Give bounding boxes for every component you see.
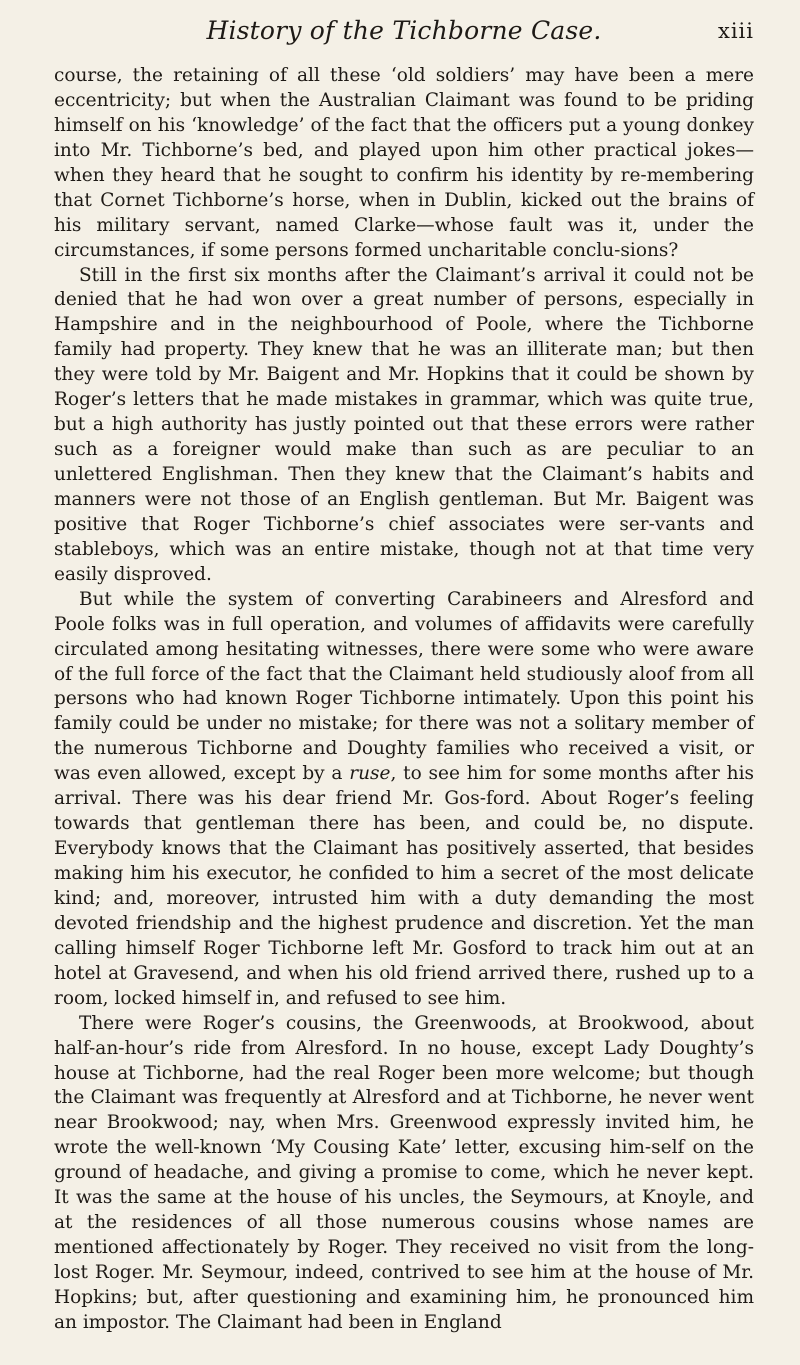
running-title: History of the Tichborne Case. [206,16,602,45]
paragraph-continued: course, the retaining of all these ‘old soldiers’ may have been a mere eccentricity; but when the Australian Claimant was found to be priding himself on his ‘knowledge’ of the fact that the officers put a young donkey into Mr. Tichborne’s bed, and played upon him other practical jokes—when they heard that he sought to confirm his identity by re-membering that Cornet Tichborne’s horse, when in Dublin, kicked out the brains of his military servant, named Clarke—whose fault was it, under the circumstances, if some persons formed uncharitable conclu-sions? [54,65,754,261]
paragraph: Still in the first six months after the Claimant’s arrival it could not be denied that he had won over a great number of persons, especially in Hampshire and in the neighbourhood of Poole, where the Tichborne family had property. They knew that he was an illiterate man; but then they were told by Mr. Baigent and Mr. Hopkins that it could be shown by Roger’s letters that he made mistakes in grammar, which was quite true, but a high authority has justly pointed out that these errors were rather such as a foreigner would make than such as are peculiar to an unlettered Englishman. Then they knew that the Claimant’s habits and manners were not those of an English gentleman. But Mr. Baigent was positive that Roger Tichborne’s chief associates were ser-vants and stableboys, which was an entire mistake, though not at that time very easily disproved. [54,264,754,585]
paragraph: But while the system of converting Carabineers and Alresford and Poole folks was in full operation, and volumes of affidavits were carefully circulated among hesitating witnesses, there were some who were aware of the full force of the fact that the Claimant held studiously aloof from all persons who had known Roger Tichborne intimately. Upon this point his family could be under no mistake; for there was not a solitary member of the numerous Tichborne and Doughty families who received a visit, or was even allowed, except by a ruse, to see him for some months after his arrival. There was his dear friend Mr. Gos-ford. About Roger’s feeling towards that gentleman there has been, and could be, no dispute. Everybody knows that the Claimant has positively asserted, that besides making him his executor, he confided to him a secret of the most delicate kind; and, moreover, intrusted him with a duty demanding the most devoted friendship and the highest prudence and discretion. Yet the man calling himself Roger Tichborne left Mr. Gosford to track him out at an hotel at Gravesend, and when his old friend arrived there, rushed up to a room, locked himself in, and refused to see him. [54,588,754,1009]
paragraph: There were Roger’s cousins, the Greenwoods, at Brookwood, about half-an-hour’s ride from Alresford. In no house, except Lady Doughty’s house at Tichborne, had the real Roger been more welcome; but though the Claimant was frequently at Alresford and at Tichborne, he never went near Brookwood; nay, when Mrs. Greenwood expressly invited him, he wrote the well-known ‘My Cousing Kate’ letter, excusing him-self on the ground of headache, and giving a promise to come, which he never kept. It was the same at the house of his uncles, the Seymours, at Knoyle, and at the residences of all those numerous cousins whose names are mentioned affectionately by Roger. They received no visit from the long-lost Roger. Mr. Seymour, indeed, contrived to see him at the house of Mr. Hopkins; but, after questioning and examining him, he pronounced him an impostor. The Claimant had been in England [54,1012,754,1333]
running-head [54,14,754,54]
italic-word: ruse [349,763,391,785]
body-text [54,64,754,1336]
page-number: xiii [718,19,754,43]
book-page [54,0,754,1365]
